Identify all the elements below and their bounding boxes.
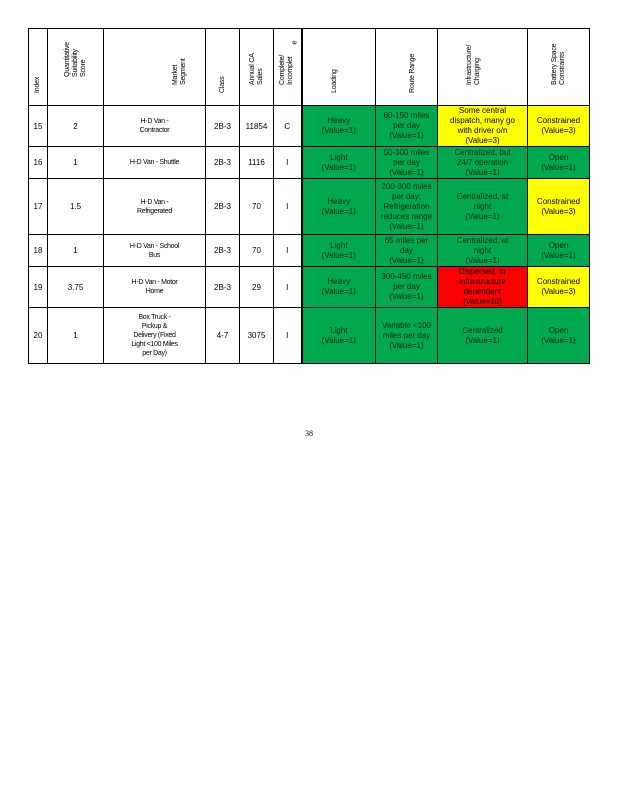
cell-infra: [438, 106, 528, 147]
cell-sales: 11854: [240, 106, 274, 147]
cell-infra: [438, 235, 528, 267]
table-body: [29, 106, 590, 364]
table-row: [29, 267, 590, 308]
cell-loading: [302, 179, 376, 235]
cell-sales: 1116: [240, 147, 274, 179]
cell-infra-text: Centralized, but 24/7 operation (Value=1): [454, 147, 511, 177]
cell-loading: [302, 147, 376, 179]
table-row: [29, 106, 590, 147]
cell-score: 1: [48, 147, 104, 179]
cell-loading: [302, 308, 376, 364]
cell-battery: [528, 267, 590, 308]
cell-infra: [438, 147, 528, 179]
cell-battery-text: Constrained (Value=3): [536, 116, 581, 135]
cell-segment: H-D Van - School Bus: [104, 235, 206, 267]
cell-route: [376, 147, 438, 179]
cell-complete: I: [274, 235, 302, 267]
cell-score: 1: [48, 308, 104, 364]
cell-loading-text: Light (Value=1): [321, 325, 356, 345]
cell-route: [376, 106, 438, 147]
cell-index: 19: [29, 267, 48, 308]
cell-route: [376, 267, 438, 308]
cell-infra: [438, 308, 528, 364]
cell-route: [376, 235, 438, 267]
cell-index: 15: [29, 106, 48, 147]
cell-complete: I: [274, 308, 302, 364]
cell-complete: I: [274, 147, 302, 179]
cell-route-text: Variable <100 miles per day (Value=1): [382, 320, 431, 350]
cell-battery: [528, 308, 590, 364]
header-class: Class: [206, 29, 240, 106]
cell-infra-text: Centralized, at night (Value=1): [456, 191, 509, 221]
cell-index: 20: [29, 308, 48, 364]
cell-battery: [528, 147, 590, 179]
header-row: [29, 29, 590, 106]
cell-route: [376, 179, 438, 235]
cell-class: 2B-3: [206, 267, 240, 308]
suitability-table: [28, 28, 590, 364]
cell-route-text: 60-150 miles per day (Value=1): [383, 111, 430, 140]
cell-infra-text: Some central dispatch, many go with driver o/n (Value=3): [450, 106, 515, 145]
cell-segment: H-D Van - Refrigerated: [104, 179, 206, 235]
cell-battery-text: Open (Value=1): [541, 240, 576, 260]
header-complete: Complete/ Incomplet e: [274, 29, 302, 106]
cell-class: 2B-3: [206, 106, 240, 147]
cell-loading: [302, 267, 376, 308]
cell-battery-text: Constrained (Value=3): [536, 277, 581, 296]
cell-sales: 70: [240, 179, 274, 235]
cell-battery: [528, 179, 590, 235]
cell-loading-text: Heavy (Value=1): [321, 116, 356, 135]
cell-segment: H-D Van - Motor Home: [104, 267, 206, 308]
table-row: [29, 235, 590, 267]
cell-score: 2: [48, 106, 104, 147]
page-number: 38: [305, 429, 313, 438]
cell-loading-text: Heavy (Value=1): [321, 196, 356, 216]
cell-infra-text: Centralized (Value=1): [462, 325, 503, 345]
cell-class: 4-7: [206, 308, 240, 364]
cell-route-text: 50-300 miles per day (Value=1): [383, 147, 430, 177]
table-row: [29, 179, 590, 235]
header-infra: Infrastructure/ Charging: [438, 29, 528, 106]
header-route: Route Range: [376, 29, 438, 106]
cell-route: [376, 308, 438, 364]
cell-loading-text: Heavy (Value=1): [321, 277, 356, 296]
cell-loading-text: Light (Value=1): [321, 152, 356, 172]
cell-class: 2B-3: [206, 235, 240, 267]
cell-route-text: 200-300 miles per day; Refrigeration reduces range (Value=1): [380, 181, 433, 231]
cell-complete: C: [274, 106, 302, 147]
cell-infra: [438, 267, 528, 308]
cell-loading: [302, 235, 376, 267]
cell-loading-text: Light (Value=1): [321, 240, 356, 260]
cell-route-text: 300-450 miles per day (Value=1): [381, 272, 432, 301]
header-battery: Battery Space Constraints: [528, 29, 590, 106]
header-index: Index: [29, 29, 48, 106]
cell-score: 3.75: [48, 267, 104, 308]
cell-infra: [438, 179, 528, 235]
cell-segment: H-D Van - Contractor: [104, 106, 206, 147]
cell-segment: H-D Van - Shuttle: [104, 147, 206, 179]
cell-battery-text: Open (Value=1): [541, 152, 576, 172]
cell-loading: [302, 106, 376, 147]
header-loading: Loading: [302, 29, 376, 106]
cell-infra-text: Centralized, at night (Value=1): [456, 235, 509, 265]
cell-battery-text: Open (Value=1): [541, 325, 576, 345]
cell-complete: I: [274, 267, 302, 308]
cell-sales: 3075: [240, 308, 274, 364]
cell-score: 1.5: [48, 179, 104, 235]
cell-battery-text: Constrained (Value=3): [536, 196, 581, 216]
cell-infra-text: Dispersed, or infrastructure dependent (Value=10): [458, 267, 507, 306]
cell-class: 2B-3: [206, 147, 240, 179]
header-sales: Annual CA Sales: [240, 29, 274, 106]
cell-index: 16: [29, 147, 48, 179]
cell-complete: I: [274, 179, 302, 235]
cell-index: 17: [29, 179, 48, 235]
cell-sales: 29: [240, 267, 274, 308]
cell-battery: [528, 235, 590, 267]
cell-sales: 70: [240, 235, 274, 267]
header-score: Quantitative Suitability Score: [48, 29, 104, 106]
cell-class: 2B-3: [206, 179, 240, 235]
table-row: [29, 147, 590, 179]
cell-battery: [528, 106, 590, 147]
cell-index: 18: [29, 235, 48, 267]
cell-route-text: 65 miles per day (Value=1): [384, 235, 429, 265]
cell-segment: Box Truck - Pickup & Delivery (Fixed Light <100 Miles per Day): [104, 308, 206, 364]
header-segment: Market Segment: [104, 29, 206, 106]
cell-score: 1: [48, 235, 104, 267]
table-row: [29, 308, 590, 364]
